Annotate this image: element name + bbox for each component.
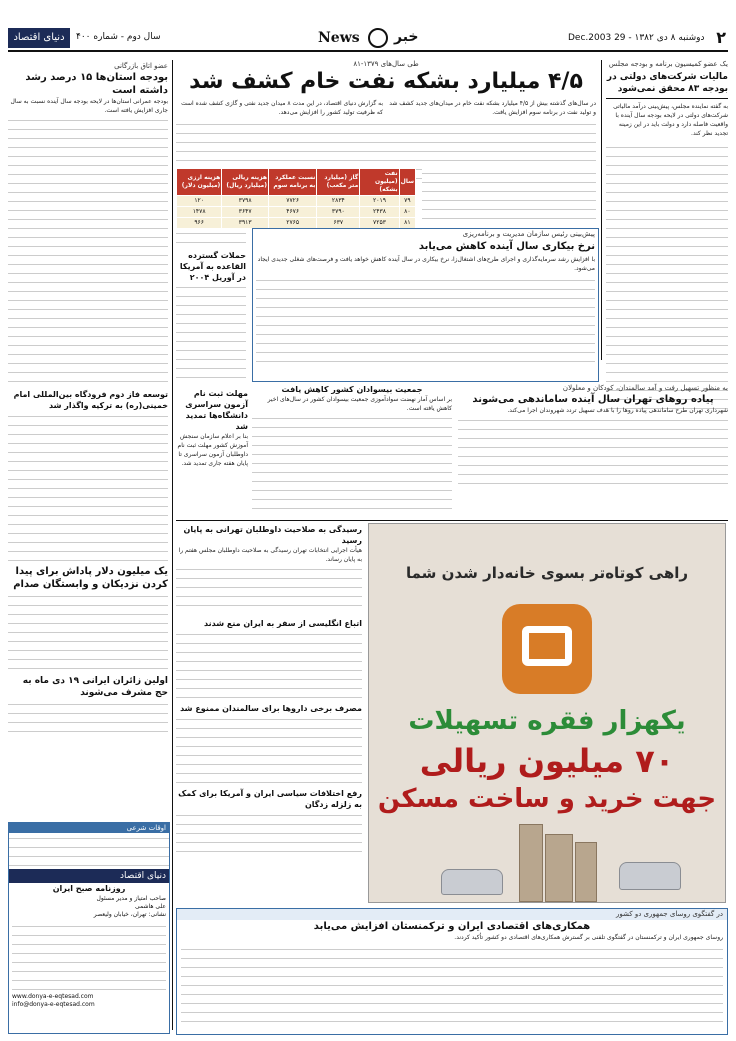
table-row bbox=[177, 207, 416, 218]
table-cell: ۳۷۹۰ bbox=[317, 207, 360, 218]
column-divider bbox=[172, 60, 173, 1030]
middle-column bbox=[176, 250, 246, 283]
text-block bbox=[181, 944, 723, 1024]
website-link[interactable]: www.donya-e-eqtesad.com bbox=[12, 993, 94, 1000]
table-cell: ۲۷۶۵ bbox=[269, 218, 317, 229]
quake-aid-headline: رفع اختلافات سیاسی ایران و آمریکا برای کمک به زلزله زدگان bbox=[178, 789, 362, 809]
table-cell: ۸۰ bbox=[399, 207, 415, 218]
right-column bbox=[606, 60, 728, 440]
table-cell: ۱۴۷۸ bbox=[177, 207, 222, 218]
car-image bbox=[441, 869, 503, 895]
unemployment-headline: نرخ بیکاری سال آینده کاهش می‌یابد bbox=[418, 241, 595, 252]
table-cell: ۲۰۱۹ bbox=[360, 196, 399, 207]
masthead-line: صاحب امتیاز و مدیر مسئول bbox=[96, 895, 166, 902]
prayer-times-bar: اوقات شرعی bbox=[9, 823, 169, 833]
table-header-cell: هزینه ریالی (میلیارد ریال) bbox=[222, 169, 269, 196]
main-kicker: طی سال‌های ۱۳۷۹-۸۱ bbox=[353, 60, 419, 68]
text-block bbox=[256, 275, 595, 365]
section-news-label: News bbox=[318, 30, 360, 46]
masthead-title: روزنامه صبح ایران bbox=[52, 884, 126, 893]
left-kicker: عضو اتاق بازرگانی bbox=[114, 62, 168, 70]
divider bbox=[176, 520, 728, 521]
column-divider bbox=[601, 60, 602, 360]
candidates-headline: رسیدگی به صلاحیت داوطلبان تهرانی به پایان رسید bbox=[183, 525, 362, 545]
text-block bbox=[8, 699, 168, 739]
table-header-cell: هزینه ارزی (میلیون دلار) bbox=[177, 169, 222, 196]
building-image bbox=[545, 834, 573, 902]
main-para-1: در سال‌های گذشته بیش از ۴/۵ میلیارد بشکه نفت خام در میدان‌های جدید کشف شد و تولید نفت در برنامه سوم افزایش یافت. bbox=[389, 100, 596, 116]
table-cell: ۲۸۳۴ bbox=[317, 196, 360, 207]
sidewalk-body: شهرداری تهران طرح ساماندهی پیاده روها را با هدف تسهیل تردد شهروندان اجرا می‌کند. bbox=[507, 407, 728, 414]
main-headline: ۴/۵ میلیارد بشکه نفت خام کشف شد bbox=[189, 69, 583, 94]
table-cell: ۲۴۳۸ bbox=[360, 207, 399, 218]
data-table bbox=[176, 168, 416, 229]
hajj-headline: اولین زائران ایرانی ۱۹ دی ماه به حج مشرف می‌شوند bbox=[22, 676, 168, 698]
main-story bbox=[176, 60, 596, 181]
drugs-headline: مصرف برخی داروها برای سالمندان ممنوع شد bbox=[180, 704, 362, 713]
turkmenistan-kicker: در گفتگوی روسای جمهوری دو کشور bbox=[177, 909, 727, 920]
table-cell: ۷۷۲۶ bbox=[269, 196, 317, 207]
alqaeda-headline: حملات گسترده القاعده به آمریکا در آوریل ۲۰۰۴ bbox=[176, 250, 246, 283]
turkmenistan-body: روسای جمهوری ایران و ترکمنستان در گفتگوی تلفنی بر گسترش همکاری‌های اقتصادی دو کشور تأکید کردند. bbox=[454, 934, 723, 941]
ad-slogan: راهی کوتاه‌تر بسوی خانه‌دار شدن شما bbox=[405, 564, 689, 582]
table-row bbox=[177, 196, 416, 207]
airport-headline: توسعه فاز دوم فرودگاه بین‌المللی امام خمینی(ره) به ترکیه واگذار شد bbox=[13, 390, 168, 410]
masthead-logo: دنیای اقتصاد bbox=[9, 869, 169, 883]
table-cell: ۸۱ bbox=[399, 218, 415, 229]
exam-body: بنا بر اعلام سازمان سنجش آموزش کشور مهلت ثبت نام داوطلبان آزمون سراسری تا پایان هفته جاری تمدید شد. bbox=[177, 433, 248, 467]
masthead-box bbox=[8, 822, 170, 1034]
masthead-line: نشانی: تهران، خیابان ولیعصر bbox=[93, 911, 166, 918]
ad-line-3: ۷۰ میلیون ریالی bbox=[419, 742, 675, 780]
issue-date: دوشنبه ۸ دی ۱۳۸۲ - 29 Dec.2003 bbox=[568, 33, 705, 43]
masthead-line: علی هاشمی bbox=[135, 903, 166, 910]
bank-logo-icon bbox=[502, 604, 592, 694]
budget-body: بودجه عمرانی استان‌ها در لایحه بودجه سال آینده نسبت به سال جاری افزایش یافته است. bbox=[10, 98, 168, 114]
exam-headline: مهلت ثبت نام آزمون سراسری دانشگاه‌ها تمدید شد bbox=[185, 389, 248, 431]
table-cell: ۳۷۹۸ bbox=[222, 196, 269, 207]
table-cell: ۹۶۶ bbox=[177, 218, 222, 229]
table-row bbox=[177, 218, 416, 229]
lower-middle-column bbox=[176, 524, 362, 904]
car-image bbox=[619, 862, 681, 890]
left-column bbox=[8, 62, 168, 817]
unemployment-story bbox=[252, 228, 599, 382]
ad-line-2: یکهزار فقره تسهیلات bbox=[408, 706, 686, 736]
turkmenistan-headline: همکاری‌های اقتصادی ایران و ترکمنستان افزایش می‌یابد bbox=[313, 921, 591, 932]
issue-number: سال دوم - شماره ۴۰۰ bbox=[76, 32, 161, 42]
main-body bbox=[176, 99, 596, 117]
budget-headline: بودجه استان‌ها ۱۵ درصد رشد داشته است bbox=[25, 72, 168, 96]
table-cell: ۳۶۴۷ bbox=[222, 207, 269, 218]
candidates-body: هیأت اجرایی انتخابات تهران رسیدگی به صلاحیت داوطلبان مجلس هفتم را به پایان رساند. bbox=[178, 547, 362, 563]
sidewalk-headline: پیاده روهای تهران سال آینده ساماندهی می‌شوند bbox=[472, 394, 714, 405]
text-block bbox=[8, 591, 168, 671]
text-block bbox=[12, 921, 166, 991]
table-cell: ۷۹ bbox=[399, 196, 415, 207]
unemployment-body: با افزایش رشد سرمایه‌گذاری و اجرای طرح‌های اشتغال‌زا، نرخ بیکاری در سال آینده کاهش خواهد یافت و فرصت‌های شغلی جدیدی ایجاد می‌شود. bbox=[257, 256, 595, 272]
literacy-body: بر اساس آمار نهضت سوادآموزی جمعیت بیسوادان کشور در سال‌های اخیر کاهش یافته است. bbox=[267, 396, 452, 412]
right-headline: مالیات شرکت‌های دولتی در بودجه ۸۳ محقق نمی‌شود bbox=[606, 72, 728, 94]
reward-headline: یک میلیون دلار پاداش برای پیدا کردن نزدیکان و وابستگان صدام bbox=[13, 566, 168, 590]
table-header-cell: نفت (میلیون بشکه) bbox=[360, 169, 399, 196]
text-block bbox=[176, 714, 362, 784]
ad-line-4: جهت خرید و ساخت مسکن bbox=[377, 784, 717, 814]
building-image bbox=[519, 824, 543, 902]
table-cell: ۶۳۷ bbox=[317, 218, 360, 229]
text-block bbox=[8, 411, 168, 561]
table-header-cell: نسبت عملکرد به برنامه سوم bbox=[269, 169, 317, 196]
text-block bbox=[9, 833, 169, 869]
table-cell: ۱۲۰ bbox=[177, 196, 222, 207]
text-block bbox=[176, 629, 362, 699]
page-number: ۲ bbox=[716, 28, 726, 47]
literacy-headline: جمعیت بیسوادان کشور کاهش یافت bbox=[281, 385, 423, 394]
table-header-cell: گاز (میلیارد متر مکعب) bbox=[317, 169, 360, 196]
text-block bbox=[458, 415, 728, 485]
section-khabar-label: خبر bbox=[394, 29, 419, 45]
newspaper-logo: دنیای اقتصاد bbox=[8, 28, 70, 48]
oil-table bbox=[176, 168, 416, 229]
table-header-cell: سال bbox=[399, 169, 415, 196]
right-kicker: یک عضو کمیسیون برنامه و بودجه مجلس bbox=[608, 60, 728, 68]
sidewalk-kicker: به منظور تسهیل رفت و آمد سالمندان، کودکان و معلولان bbox=[562, 384, 728, 392]
text-block bbox=[8, 115, 168, 385]
text-block bbox=[252, 413, 452, 513]
divider bbox=[606, 98, 728, 99]
text-block bbox=[176, 564, 362, 614]
globe-icon bbox=[368, 28, 388, 48]
table-cell: ۳۹۱۳ bbox=[222, 218, 269, 229]
housing-loan-advertisement bbox=[368, 523, 726, 903]
unemployment-kicker: پیش‌بینی رئیس سازمان مدیریت و برنامه‌ریزی bbox=[462, 230, 595, 238]
uk-travel-headline: اتباع انگلیسی از سفر به ایران منع شدند bbox=[203, 619, 362, 628]
text-block bbox=[422, 168, 596, 220]
table-cell: ۴۶۷۶ bbox=[269, 207, 317, 218]
exam-story bbox=[176, 388, 248, 468]
building-image bbox=[575, 842, 597, 902]
right-body: به گفته نماینده مجلس، پیش‌بینی درآمد مالیاتی شرکت‌های دولتی در لایحه بودجه سال آینده با واقعیت فاصله دارد و دولت باید در این زمینه تجدید نظر کند. bbox=[613, 103, 728, 137]
main-para-2: به گزارش دنیای اقتصاد، در این مدت ۸ میدان جدید نفتی و گازی کشف شده است که ظرفیت تولید کشور را افزایش می‌دهد. bbox=[181, 100, 383, 116]
turkmenistan-story bbox=[176, 908, 728, 1035]
sidewalk-story bbox=[458, 384, 728, 519]
page-header bbox=[8, 28, 728, 52]
literacy-story bbox=[252, 384, 452, 519]
email-link[interactable]: info@donya-e-eqtesad.com bbox=[12, 1001, 95, 1008]
text-block bbox=[176, 810, 362, 860]
table-cell: ۷۲۵۳ bbox=[360, 218, 399, 229]
